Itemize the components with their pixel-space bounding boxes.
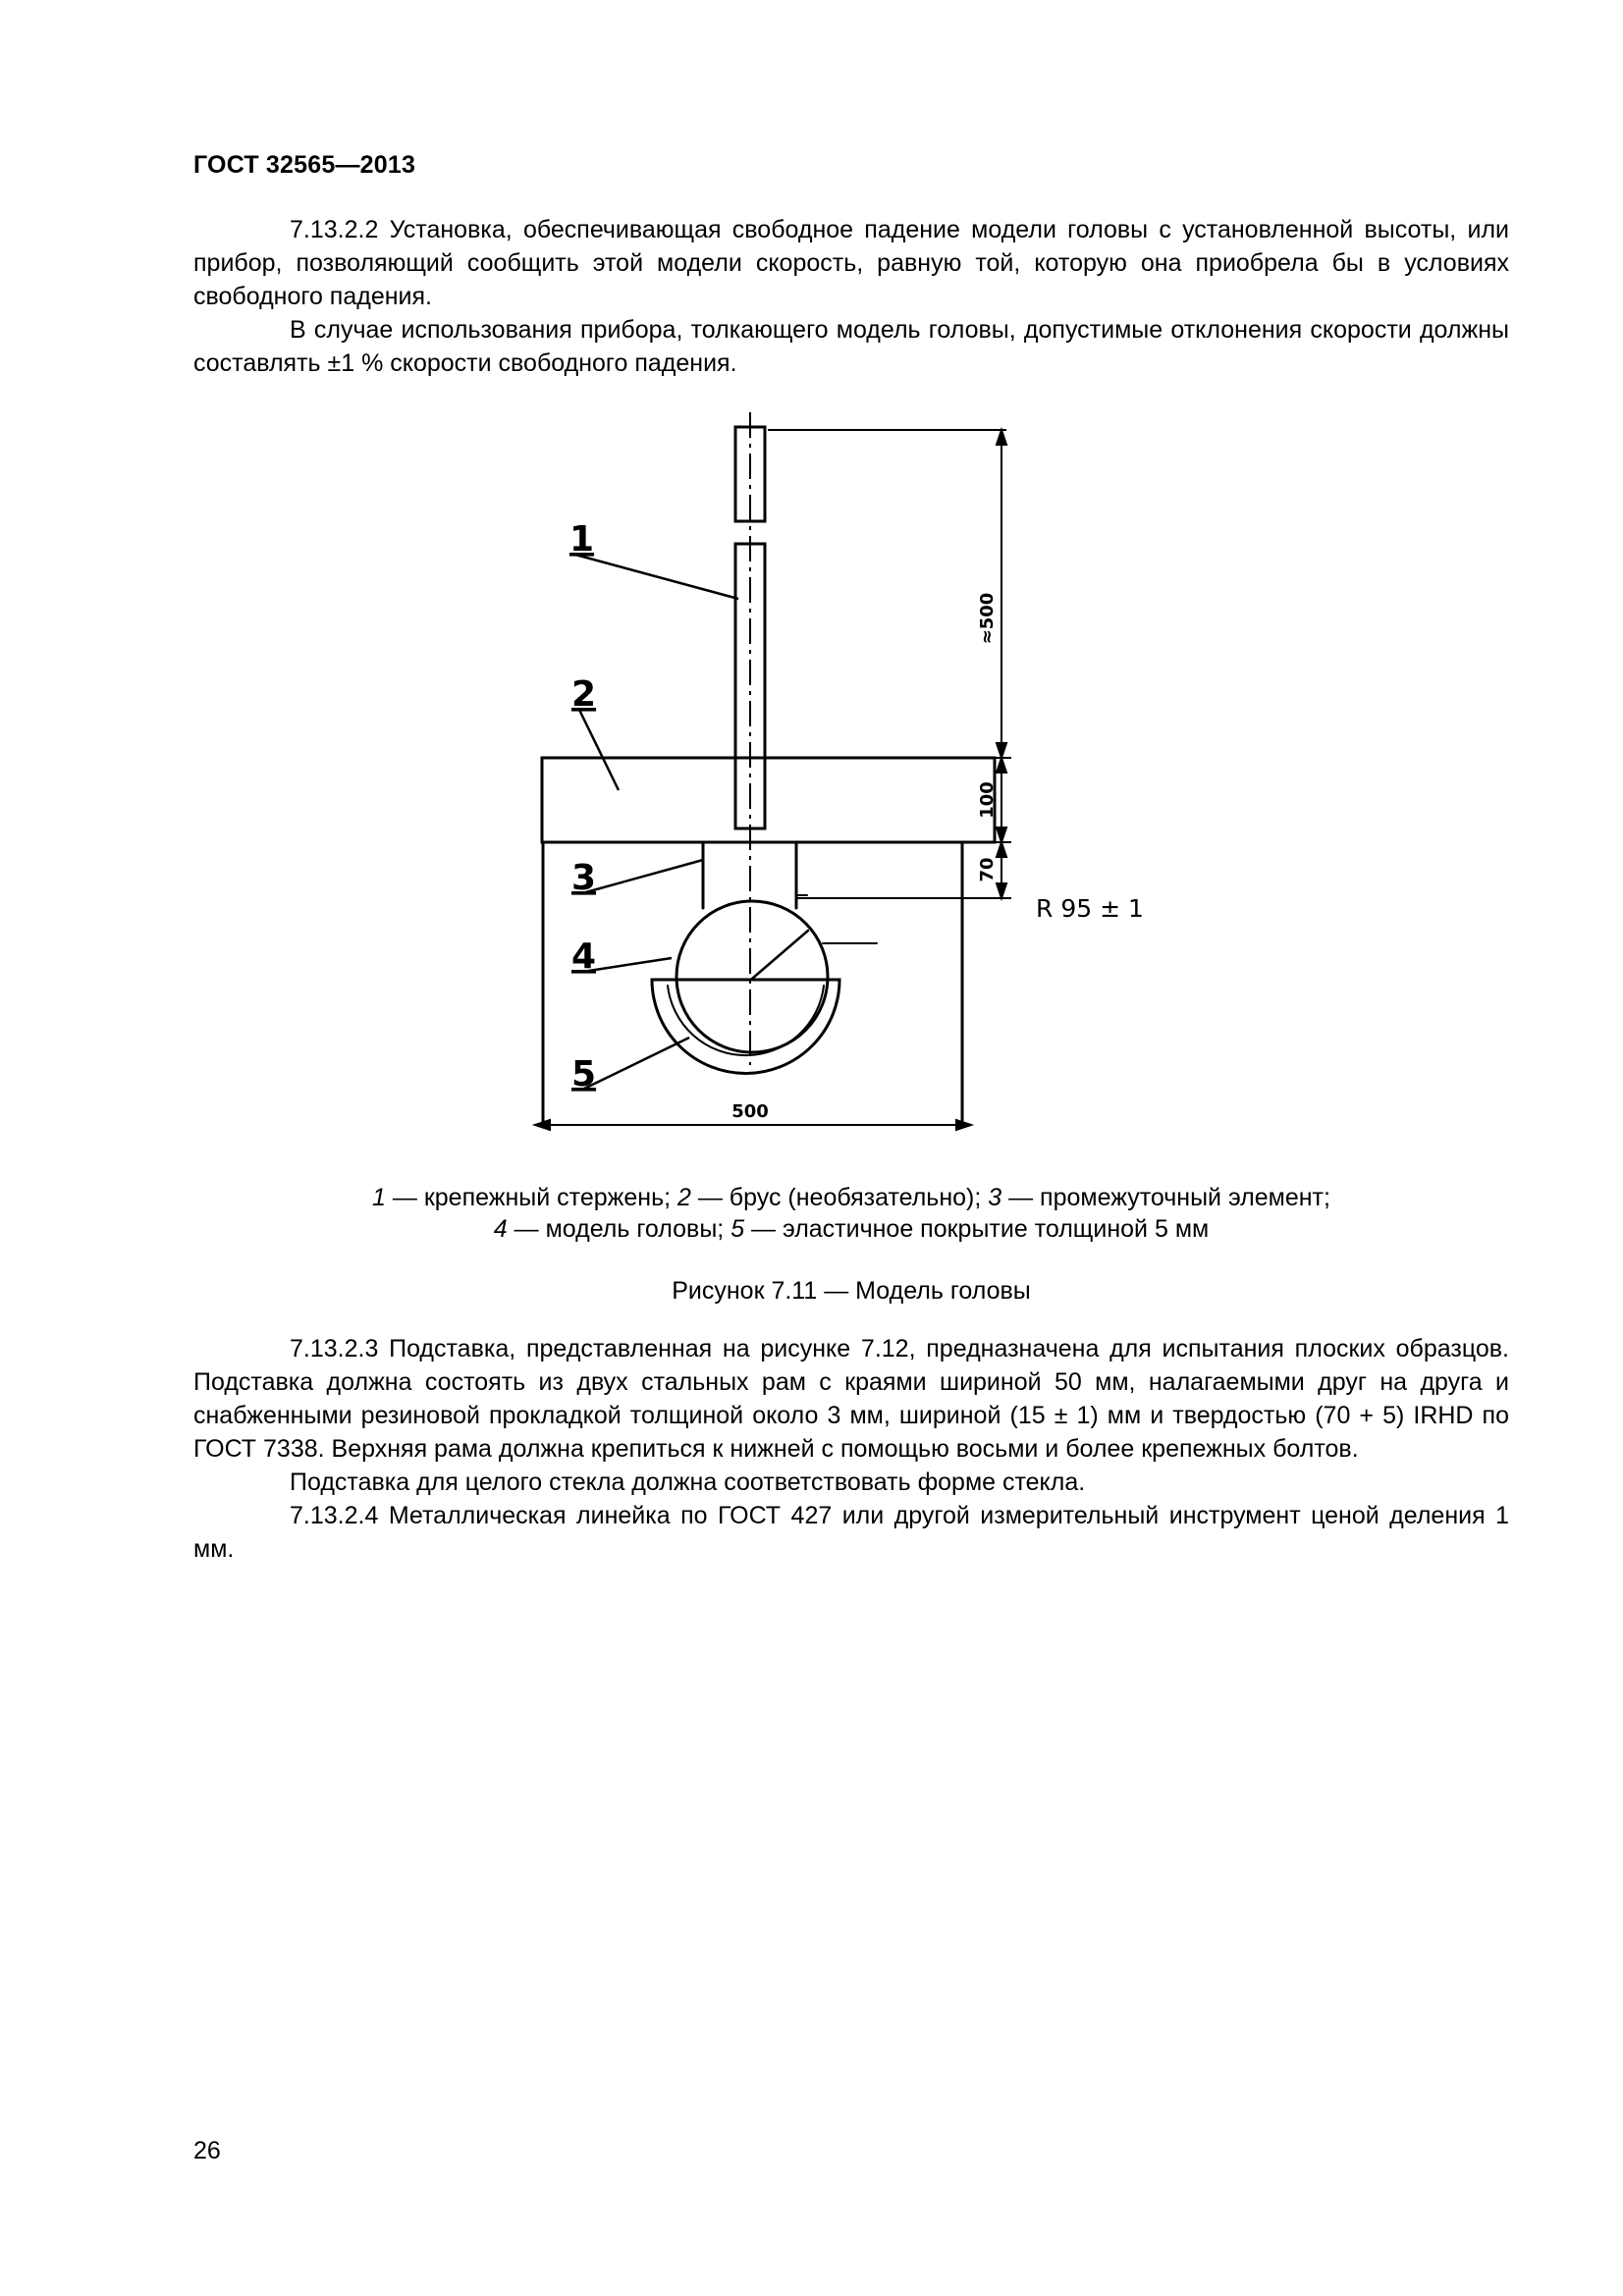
- callout-1: 1: [569, 519, 595, 560]
- legend-num-3: 3: [988, 1184, 1002, 1211]
- callout-4: 4: [571, 936, 597, 977]
- legend-num-2: 2: [677, 1184, 691, 1211]
- figure-caption: Рисунок 7.11 — Модель головы: [672, 1277, 1031, 1305]
- elastic-covering: [652, 980, 839, 1073]
- document-header: ГОСТ 32565—2013: [193, 151, 416, 179]
- legend-text-4: — модель головы;: [507, 1215, 731, 1243]
- paragraph-7-13-2-4: 7.13.2.4 Металлическая линейка по ГОСТ 427 или другой измерительный инструмент ценой деления 1 мм.: [193, 1502, 1509, 1563]
- dim-height-rod: ≈500: [977, 592, 998, 645]
- callout-5-leader: [582, 1038, 689, 1090]
- callout-3: 3: [571, 858, 597, 898]
- figure-legend-line-2: [193, 1213, 1509, 1245]
- legend-num-5: 5: [730, 1215, 745, 1243]
- paragraph-7-13-2-3: 7.13.2.3 Подставка, представленная на рисунке 7.12, предназначена для испытания плоских образцов. Подставка должна состоять из двух стальных рам с краями шириной 50 мм, налагаемыми друг на друга и снабженными резиновой прокладкой толщиной около 3 мм, шириной (15 ± 1) мм и твердостью (70 + 5) IRHD по ГОСТ 7338. Верхняя рама должна крепиться к нижней с помощью восьми и более крепежных болтов.: [193, 1335, 1509, 1463]
- dim-radius: R 95 ± 1: [1036, 894, 1144, 923]
- legend-num-4: 4: [493, 1215, 508, 1243]
- page-number: 26: [193, 2137, 221, 2164]
- top-text-block: [193, 213, 1509, 380]
- figure-legend-line-1: [193, 1182, 1509, 1213]
- figure-head-model: [511, 412, 1159, 1139]
- paragraph-7-13-2-2: 7.13.2.2 Установка, обеспечивающая свободное падение модели головы с установленной высоты, или прибор, позволяющий сообщить этой модели скорость, равную той, которую она приобрела бы в условиях свободного падения.: [193, 216, 1509, 310]
- legend-text-3: — промежуточный элемент;: [1001, 1184, 1330, 1211]
- radius-line: [752, 931, 808, 979]
- head-model-drawing: [511, 412, 1159, 1139]
- callout-5: 5: [571, 1054, 597, 1095]
- callout-2-leader: [579, 710, 619, 790]
- callout-3-leader: [582, 860, 703, 893]
- paragraph-pusher-tolerance: В случае использования прибора, толкающего модель головы, допустимые отклонения скорости должны составлять ±1 % скорости свободного падения.: [193, 316, 1509, 377]
- frame-outline: [543, 842, 962, 1126]
- dim-height-bar: 100: [977, 781, 998, 819]
- callout-1-leader: [575, 555, 738, 599]
- legend-text-5: — эластичное покрытие толщиной 5 мм: [744, 1215, 1210, 1243]
- paragraph-whole-glass-stand: Подставка для целого стекла должна соответствовать форме стекла.: [290, 1468, 1086, 1496]
- legend-num-1: 1: [372, 1184, 386, 1211]
- bottom-text-block: [193, 1332, 1509, 1566]
- callout-2: 2: [571, 674, 597, 715]
- legend-text-2: — брус (необязательно);: [690, 1184, 989, 1211]
- legend-text-1: — крепежный стержень;: [385, 1184, 677, 1211]
- dim-height-intermediate: 70: [977, 857, 998, 882]
- dim-width: 500: [731, 1101, 769, 1122]
